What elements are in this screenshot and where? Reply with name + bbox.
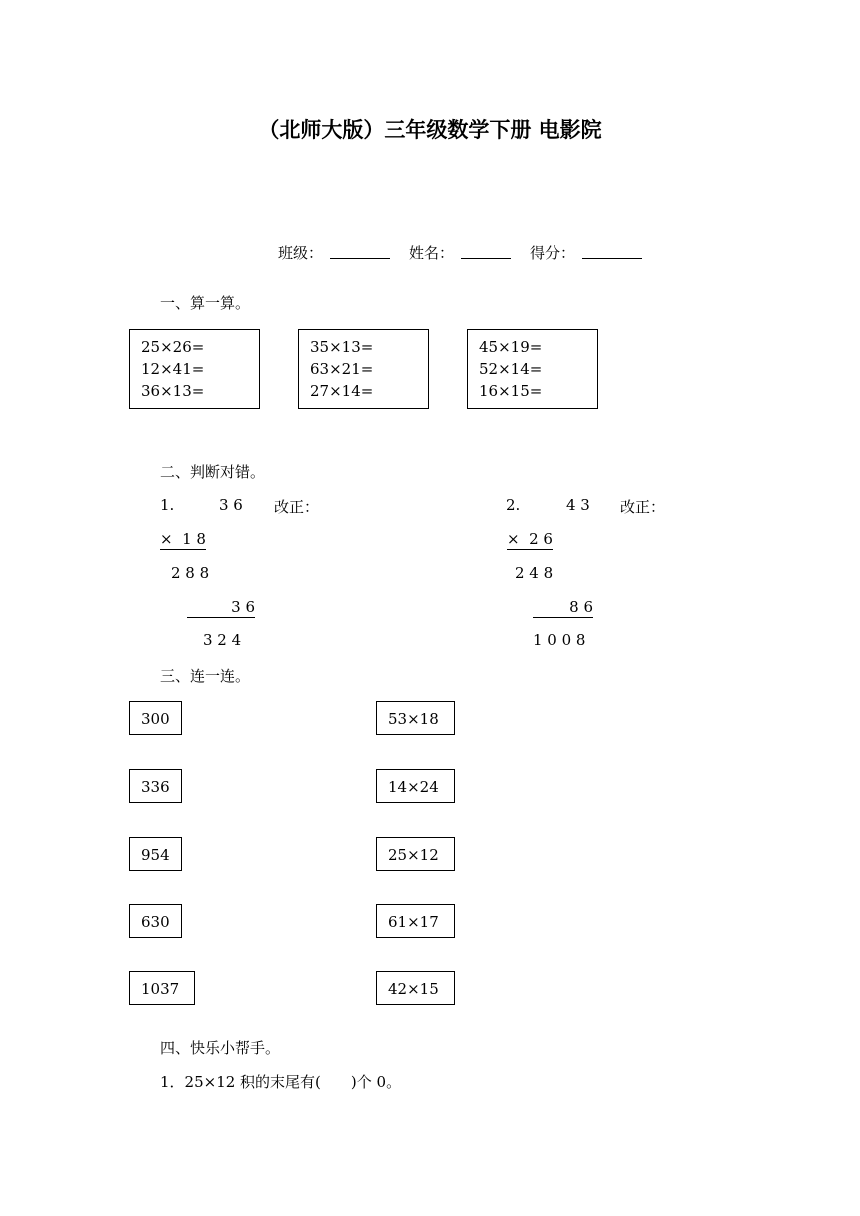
match-value: 954: [141, 846, 170, 864]
calc-problem: 36×13=: [141, 382, 205, 400]
calc-problem: 16×15=: [479, 382, 543, 400]
section-heading-calc: 一、算一算。: [160, 294, 251, 312]
section-heading-match: 三、连一连。: [160, 667, 251, 685]
multiplier-line: × 2 6: [507, 530, 553, 548]
calc-problem: 12×41=: [141, 360, 205, 378]
section-heading-helper: 四、快乐小帮手。: [160, 1039, 281, 1057]
match-expression: 61×17: [388, 913, 439, 931]
problem-number: 1.: [160, 496, 175, 514]
score-blank[interactable]: [582, 244, 642, 259]
match-right-box[interactable]: [376, 971, 455, 1005]
problem-number: 2.: [506, 496, 521, 514]
calc-problem: 52×14=: [479, 360, 543, 378]
partial-product: 2 4 8: [515, 564, 554, 582]
match-value: 1037: [141, 980, 180, 998]
multiplicand: 4 3: [566, 496, 590, 514]
match-right-box[interactable]: [376, 904, 455, 938]
final-product: 3 2 4: [203, 631, 242, 649]
match-right-box[interactable]: [376, 769, 455, 803]
calc-box: [467, 329, 598, 409]
match-expression: 42×15: [388, 980, 439, 998]
name-blank[interactable]: [461, 244, 511, 259]
calc-box: [129, 329, 260, 409]
match-right-box[interactable]: [376, 701, 455, 735]
match-value: 630: [141, 913, 170, 931]
multiplier-line: × 1 8: [160, 530, 206, 548]
calc-box: [298, 329, 429, 409]
match-left-box[interactable]: [129, 701, 182, 735]
correction-label: 改正：: [620, 498, 666, 516]
partial-product: 2 8 8: [171, 564, 210, 582]
calc-problem: 45×19=: [479, 338, 543, 356]
calc-problem: 25×26=: [141, 338, 205, 356]
name-label: 姓名：: [409, 244, 455, 262]
match-value: 336: [141, 778, 170, 796]
correction-label: 改正：: [274, 498, 320, 516]
match-value: 300: [141, 710, 170, 728]
match-left-box[interactable]: [129, 769, 182, 803]
class-blank[interactable]: [330, 244, 390, 259]
calc-problem: 27×14=: [310, 382, 374, 400]
score-label: 得分：: [530, 244, 576, 262]
match-left-box[interactable]: [129, 904, 182, 938]
partial-product: 3 6: [187, 598, 255, 618]
helper-question-1: 1．25×12 积的末尾有( )个 0。: [160, 1073, 402, 1091]
calc-problem: 63×21=: [310, 360, 374, 378]
match-expression: 53×18: [388, 710, 439, 728]
final-product: 1 0 0 8: [533, 631, 586, 649]
match-left-box[interactable]: [129, 971, 195, 1005]
multiplicand: 3 6: [219, 496, 243, 514]
match-expression: 14×24: [388, 778, 439, 796]
match-right-box[interactable]: [376, 837, 455, 871]
section-heading-judge: 二、判断对错。: [160, 463, 266, 481]
class-label: 班级：: [278, 244, 324, 262]
match-left-box[interactable]: [129, 837, 182, 871]
calc-problem: 35×13=: [310, 338, 374, 356]
page-title: （北师大版）三年级数学下册 电影院: [258, 118, 602, 142]
match-expression: 25×12: [388, 846, 439, 864]
partial-product: 8 6: [533, 598, 593, 618]
